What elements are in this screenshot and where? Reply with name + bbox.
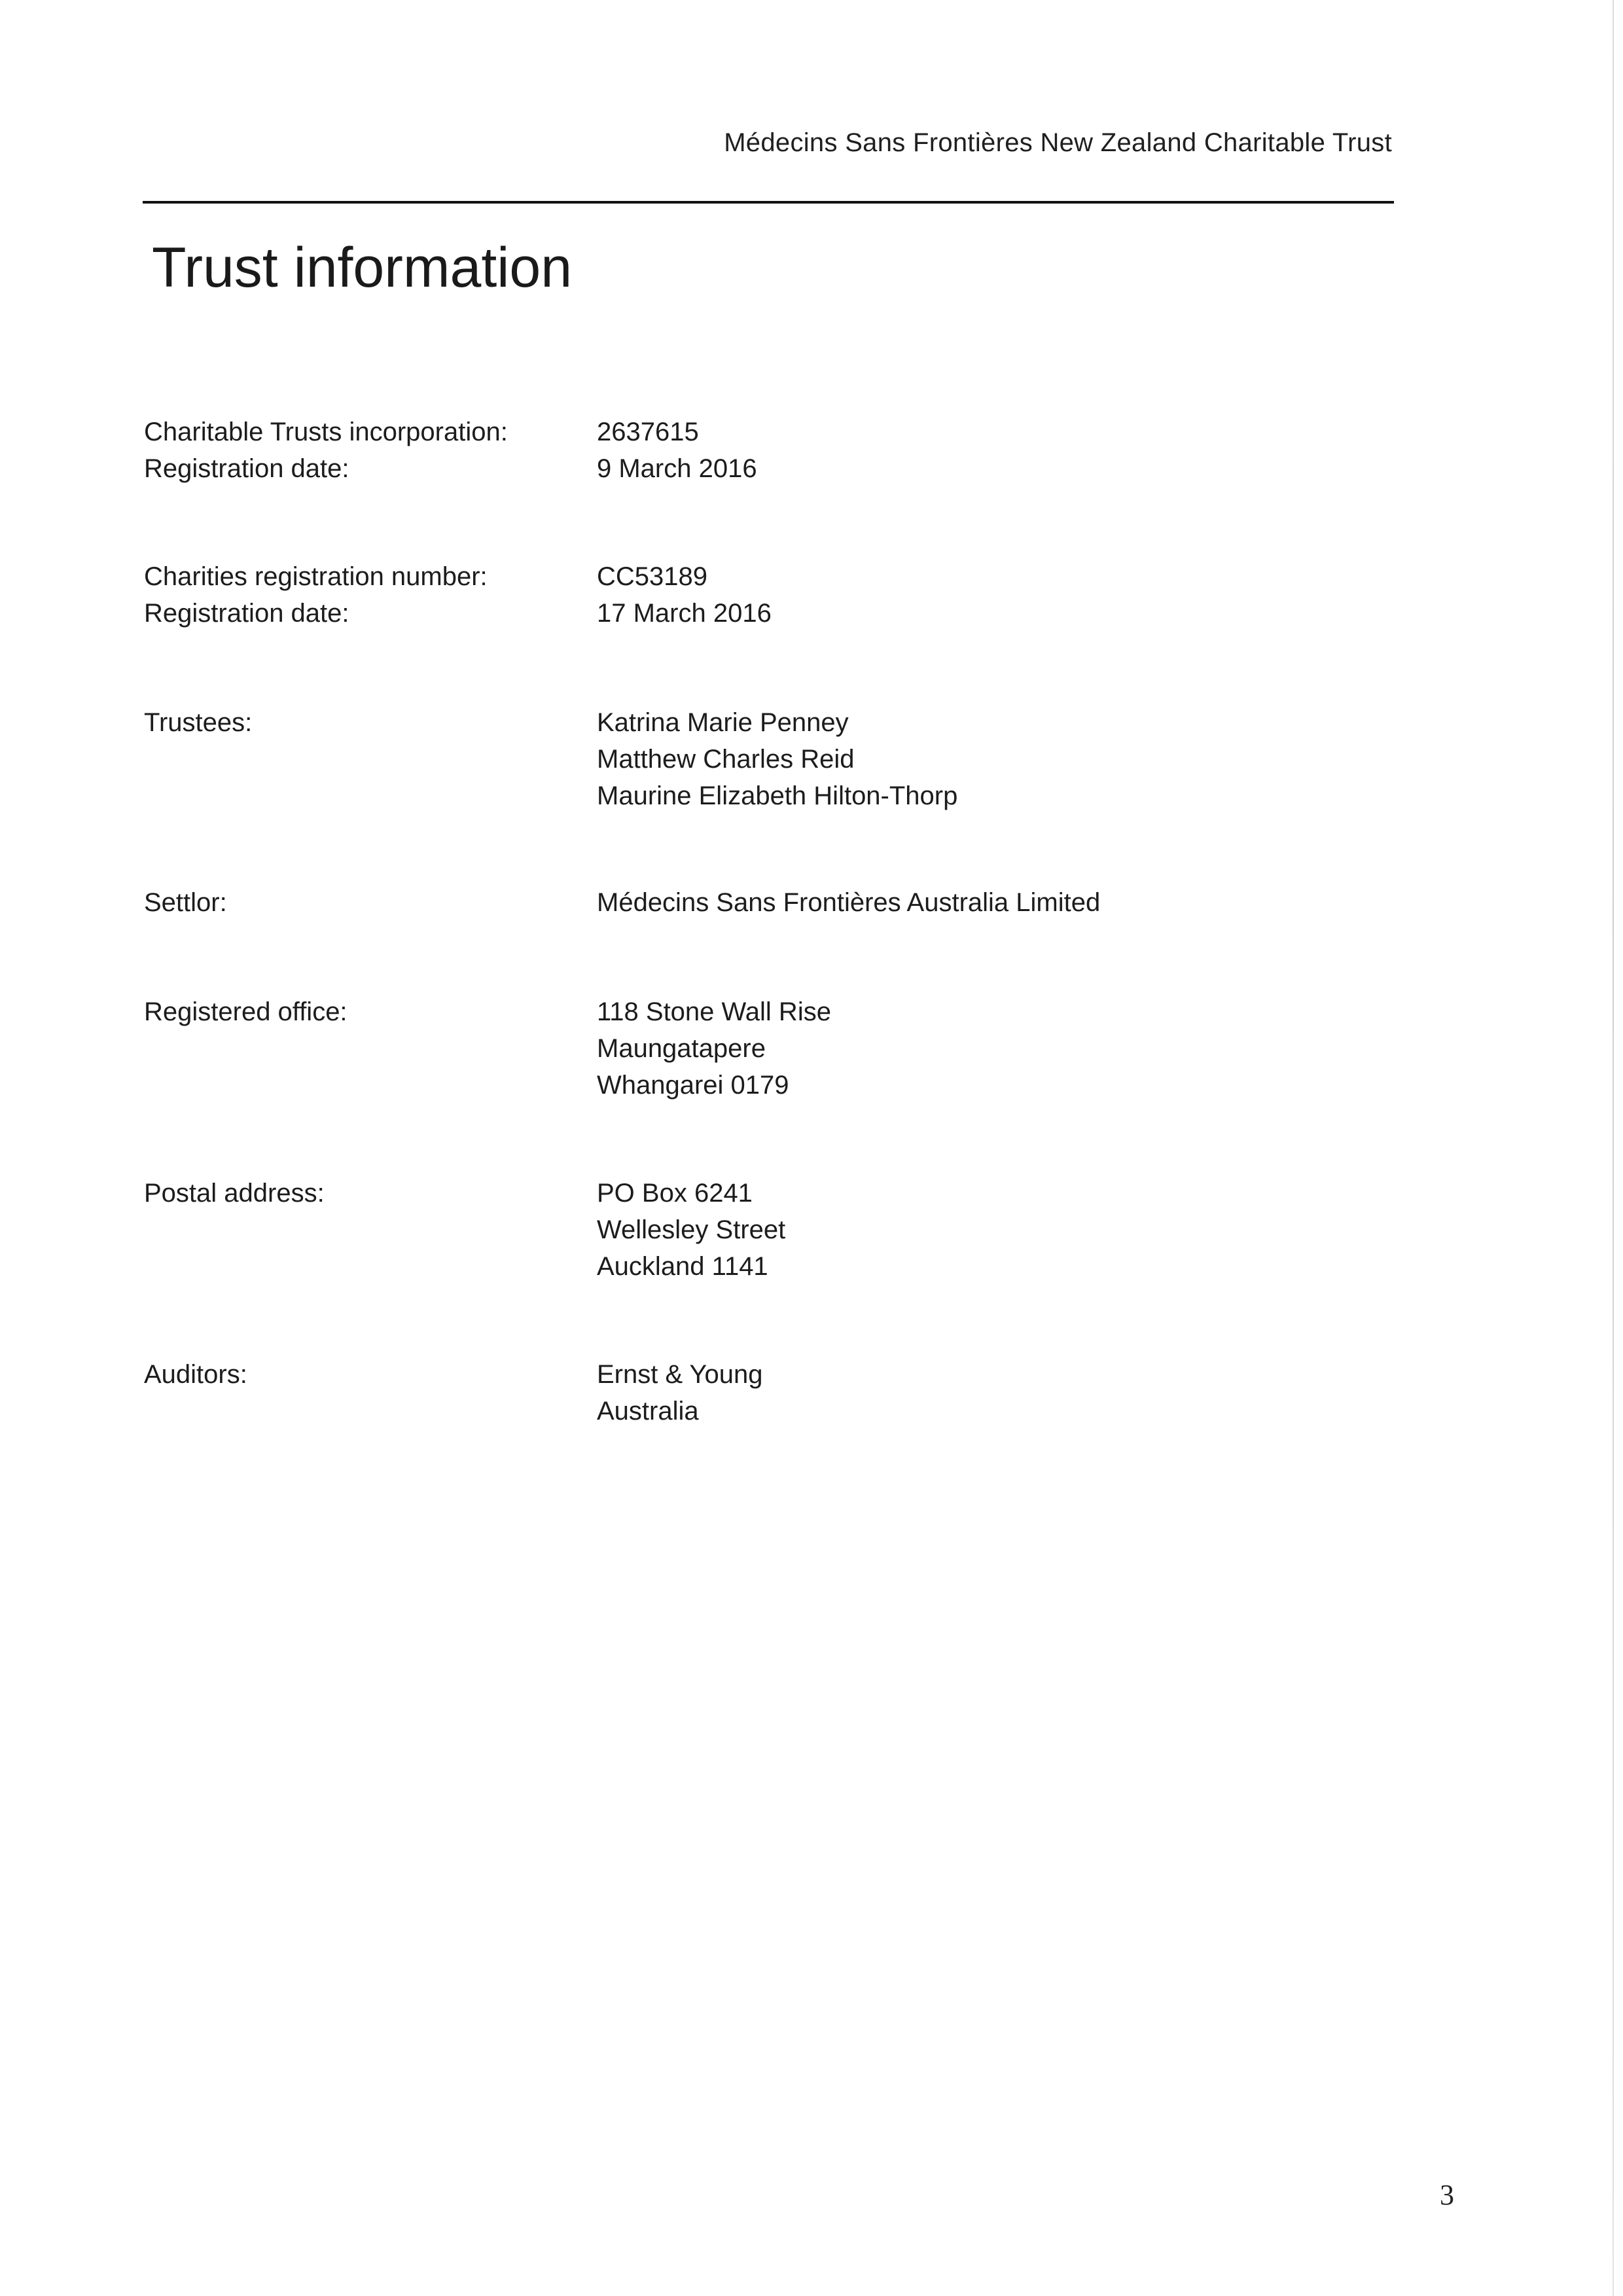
info-value: Maungatapere (597, 1034, 766, 1063)
info-values (597, 994, 831, 1103)
section-auditors (144, 1356, 1387, 1429)
section-charities-registration (144, 558, 1387, 632)
info-value: Wellesley Street (597, 1215, 786, 1244)
info-value: 118 Stone Wall Rise (597, 997, 831, 1026)
section-trustees (144, 704, 1387, 814)
header-divider (143, 201, 1394, 204)
info-values (597, 1175, 785, 1285)
info-values (597, 450, 757, 487)
info-label: Charities registration number: (144, 562, 488, 591)
info-value: Maurine Elizabeth Hilton-Thorp (597, 781, 958, 810)
info-label: Registration date: (144, 599, 349, 628)
info-label: Postal address: (144, 1179, 325, 1208)
info-value: Médecins Sans Frontières Australia Limited (597, 888, 1101, 917)
info-values (597, 595, 772, 632)
page-number: 3 (1440, 2179, 1454, 2211)
info-label: Settlor: (144, 888, 227, 917)
info-row (144, 994, 1387, 1103)
info-label: Charitable Trusts incorporation: (144, 418, 508, 446)
info-label: Trustees: (144, 708, 253, 737)
info-value: Australia (597, 1397, 699, 1426)
info-row (144, 1356, 1387, 1429)
scan-edge-line (1613, 0, 1614, 2296)
section-postal-address (144, 1175, 1387, 1285)
info-value: CC53189 (597, 562, 708, 591)
info-row (144, 1175, 1387, 1285)
info-label: Registration date: (144, 454, 349, 483)
info-row (144, 884, 1387, 921)
info-values (597, 884, 1100, 921)
info-value: Whangarei 0179 (597, 1071, 789, 1100)
section-incorporation (144, 414, 1387, 487)
info-value: Ernst & Young (597, 1360, 763, 1389)
header-organization-name: Médecins Sans Frontières New Zealand Charitable Trust (724, 128, 1392, 157)
section-settlor (144, 884, 1387, 921)
info-row (144, 704, 1387, 814)
info-row (144, 450, 1387, 487)
info-values (597, 1356, 763, 1429)
info-value: 17 March 2016 (597, 599, 772, 628)
info-value: 9 March 2016 (597, 454, 757, 483)
info-values (597, 558, 707, 595)
info-value: Matthew Charles Reid (597, 745, 855, 774)
info-value: 2637615 (597, 418, 699, 446)
section-registered-office (144, 994, 1387, 1103)
info-row (144, 414, 1387, 450)
info-label: Auditors: (144, 1360, 247, 1389)
info-label: Registered office: (144, 997, 348, 1026)
info-value: PO Box 6241 (597, 1179, 753, 1208)
page-title: Trust information (152, 236, 573, 299)
info-value: Auckland 1141 (597, 1252, 768, 1281)
info-values (597, 414, 699, 450)
info-value: Katrina Marie Penney (597, 708, 849, 737)
info-row (144, 595, 1387, 632)
info-row (144, 558, 1387, 595)
info-values (597, 704, 957, 814)
